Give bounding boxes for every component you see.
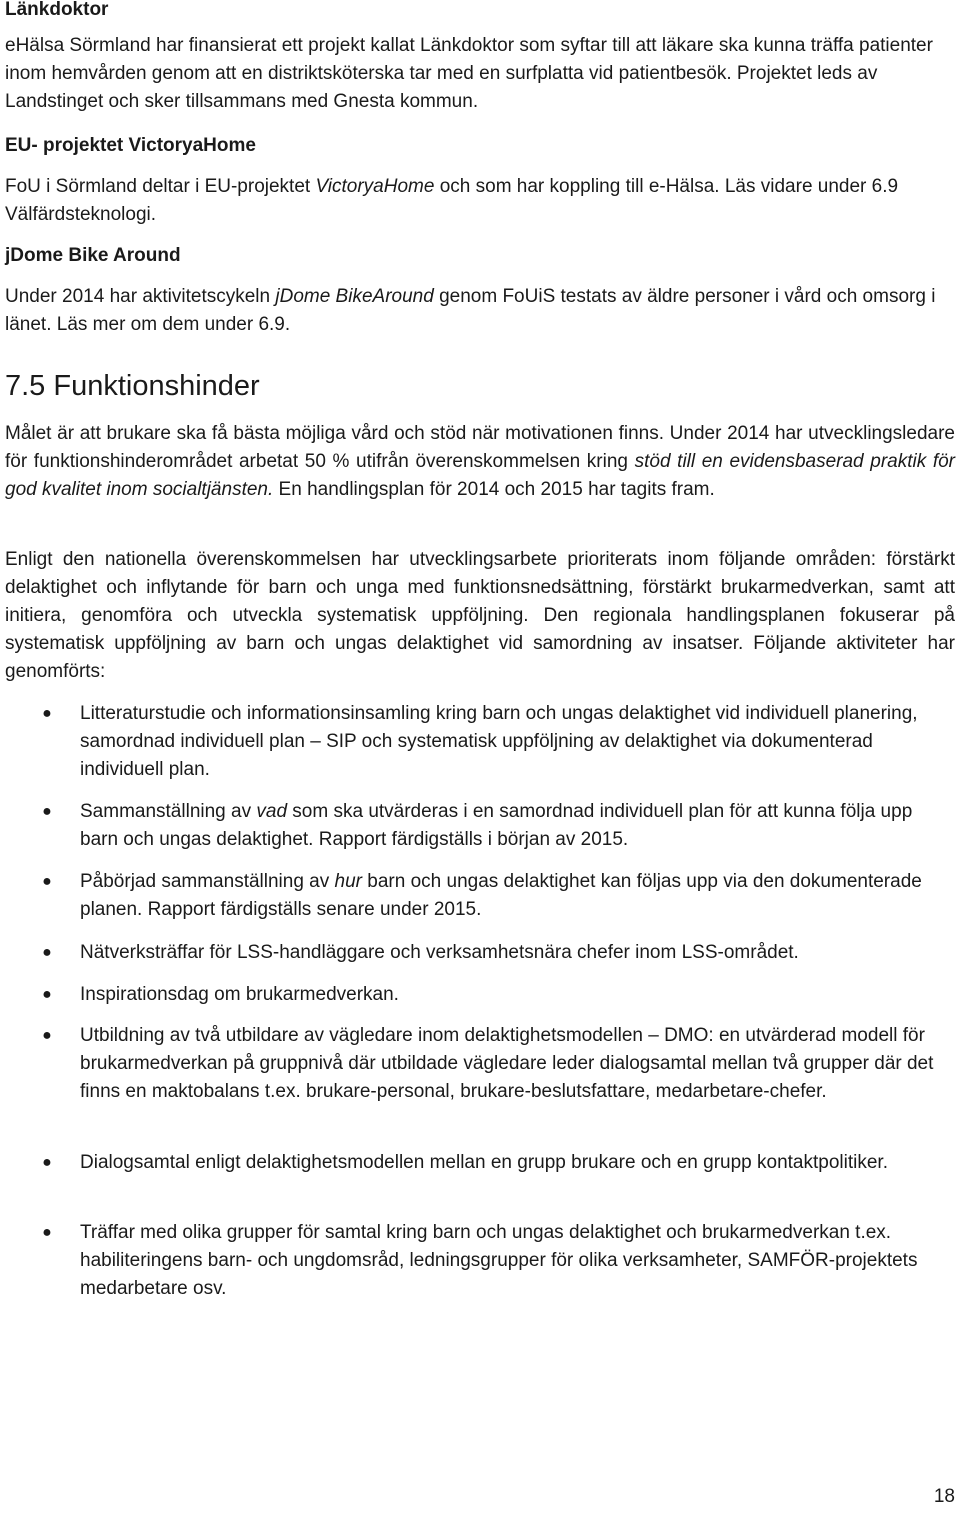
bullet-icon: ● — [42, 986, 52, 1003]
list-item — [42, 1149, 955, 1177]
list-item-text: som ska utvärderas i en samordnad individuell plan för att kunna följa upp barn och ungas delaktighet. Rapport färdigställs i början av 2015. — [80, 801, 913, 850]
emphasis-jdome: jDome BikeAround — [275, 286, 434, 307]
list-item — [42, 939, 955, 967]
list-item-text: Dialogsamtal enligt delaktighetsmodellen mellan en grupp brukare och en grupp kontaktpolitiker. — [80, 1152, 888, 1173]
paragraph-victoryahome — [5, 173, 955, 229]
bullet-icon: ● — [42, 1224, 52, 1241]
bullet-icon: ● — [42, 705, 52, 722]
paragraph-text: Under 2014 har aktivitetscykeln — [5, 286, 276, 307]
emphasis-vad: vad — [256, 801, 288, 822]
heading-victoryahome: EU- projektet VictoryaHome — [5, 135, 256, 156]
paragraph-lankdoktor: eHälsa Sörmland har finansierat ett projekt kallat Länkdoktor som syftar till att läkare ska kunna träffa patienter inom hemvården genom att en distriktsköterska tar med en surfplatta vid patientbesök. Projektet leds av Landstinget och sker tillsammans med Gnesta kommun. — [5, 35, 933, 112]
list-item — [42, 700, 955, 784]
paragraph-funktionshinder-priorities: Enligt den nationella överenskommelsen har utvecklingsarbete prioriterats inom följande områden: förstärkt delaktighet och inflytande för barn och unga med funktionsnedsättning, förstärkt brukarmedverkan, samt att initiera, genomföra och utveckla systematisk uppföljning. Den regionala handlingsplanen fokuserar på systematisk uppföljning av barn och ungas delaktighet vid samordning av insatser. Följande aktiviteter har genomförts: — [5, 549, 955, 682]
list-item — [42, 1022, 955, 1106]
emphasis-victoryahome: VictoryaHome — [315, 176, 435, 197]
paragraph-text: En handlingsplan för 2014 och 2015 har tagits fram. — [273, 479, 715, 500]
heading-lankdoktor: Länkdoktor — [5, 0, 109, 20]
list-item-text: Sammanställning av — [80, 801, 257, 822]
list-item — [42, 1219, 955, 1303]
list-item-text: Litteraturstudie och informationsinsamling kring barn och ungas delaktighet vid individuell planering, samordnad individuell plan – SIP och systematisk uppföljning av delaktighet via dokumenterad individuell plan. — [80, 703, 918, 780]
list-item-text: Påbörjad sammanställning av — [80, 871, 335, 892]
bullet-icon: ● — [42, 944, 52, 961]
bullet-icon: ● — [42, 1027, 52, 1044]
paragraph-text: Målet är att brukare ska få bästa möjliga vård och stöd när motivationen finns. Under 2014 har utvecklingsledare för funktionshinderområdet arbetat 50 % utifrån överenskommelsen kring — [5, 423, 955, 472]
list-item — [42, 868, 955, 924]
paragraph-funktionshinder-goal — [5, 420, 955, 504]
list-item — [42, 798, 955, 854]
emphasis-hur: hur — [334, 871, 362, 892]
paragraph-text: FoU i Sörmland deltar i EU-projektet — [5, 176, 316, 197]
bullet-icon: ● — [42, 1154, 52, 1171]
list-item-text: Träffar med olika grupper för samtal kring barn och ungas delaktighet och brukarmedverkan t.ex. habiliteringens barn- och ungdomsråd, ledningsgrupper för olika verksamheter, SAMFÖR-projektets medarbetare osv. — [80, 1222, 918, 1299]
heading-jdome: jDome Bike Around — [5, 245, 181, 266]
list-item-text: Inspirationsdag om brukarmedverkan. — [80, 984, 399, 1005]
list-item-text: barn och ungas delaktighet kan följas upp via den dokumenterade planen. Rapport färdigställs senare under 2015. — [80, 871, 922, 920]
page-number: 18 — [933, 1486, 955, 1507]
bullet-icon: ● — [42, 873, 52, 890]
paragraph-text: genom FoUiS testats av äldre personer i vård och omsorg i länet. Läs mer om dem under 6.9. — [5, 286, 936, 335]
paragraph-jdome — [5, 283, 955, 339]
paragraph-text: och som har koppling till e-Hälsa. Läs vidare under 6.9 Välfärdsteknologi. — [5, 176, 899, 225]
list-item-text: Nätverksträffar för LSS-handläggare och verksamhetsnära chefer inom LSS-området. — [80, 942, 799, 963]
emphasis-evidensbaserad: stöd till en evidensbaserad praktik för god kvalitet inom socialtjänsten. — [5, 451, 956, 500]
list-item — [42, 981, 955, 1009]
section-heading-funktionshinder: 7.5 Funktionshinder — [5, 370, 260, 402]
list-item-text: Utbildning av två utbildare av vägledare inom delaktighetsmodellen – DMO: en utvärderad modell för brukarmedverkan på gruppnivå där utbildade vägledare leder dialogsamtal mellan två grupper där det finns en maktobalans t.ex. brukare-personal, brukare-beslutsfattare, medarbetare-chefer. — [80, 1025, 934, 1102]
bullet-icon: ● — [42, 803, 52, 820]
